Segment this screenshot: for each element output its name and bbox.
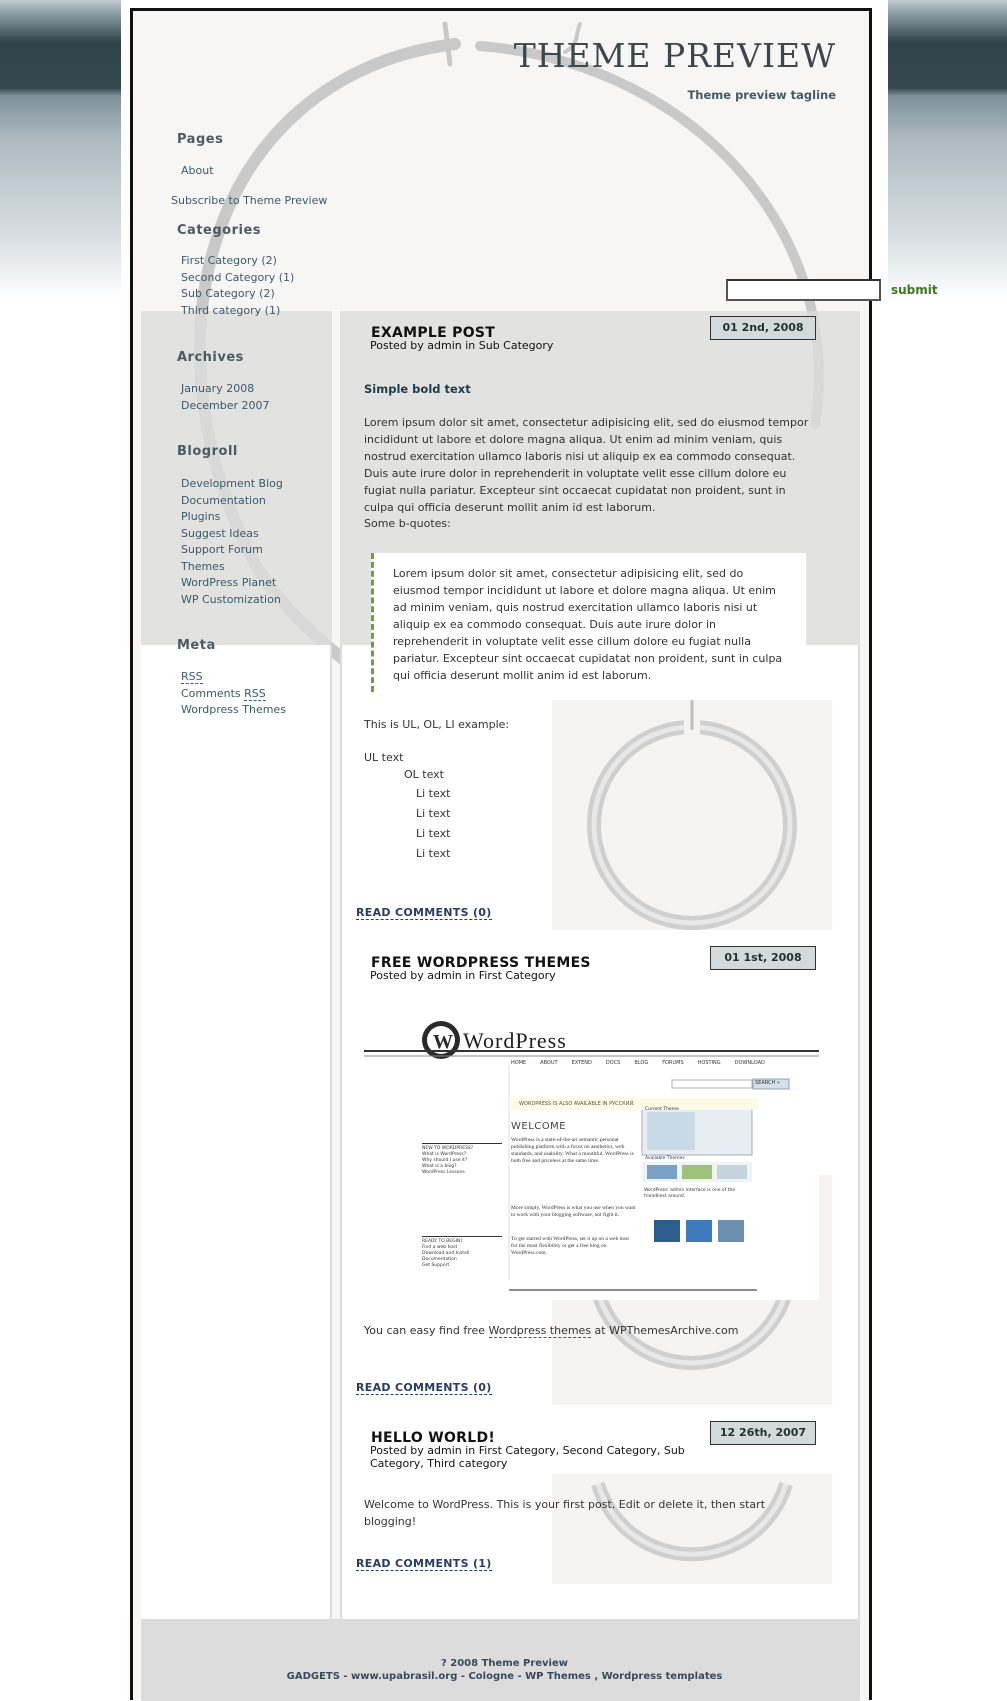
page-link-about[interactable]: About xyxy=(181,164,214,177)
blogroll-widget-title: Blogroll xyxy=(177,444,238,459)
list-intro: This is UL, OL, LI example: xyxy=(364,718,510,731)
wp-nav-item: FORUMS xyxy=(662,1060,684,1066)
wp-welcome-text-3: To get started with WordPress, set it up on a web host for the most flexibility or get a free blog on WordPress.com. xyxy=(511,1236,629,1256)
blogroll-link[interactable]: Support Forum xyxy=(181,543,263,556)
left-background-band xyxy=(0,0,125,300)
wp-ready-to-begin xyxy=(422,1236,502,1269)
wp-new-link: WordPress Lessons xyxy=(422,1170,465,1175)
post-date-badge: 01 2nd, 2008 xyxy=(710,316,816,340)
archives-list xyxy=(181,381,270,414)
wp-new-title: NEW TO WORDPRESS? xyxy=(422,1146,474,1151)
wp-new-link: What is a blog? xyxy=(422,1164,457,1169)
wp-nav-item: HOME xyxy=(511,1060,527,1066)
li-item: Li text xyxy=(416,847,451,860)
wp-welcome-text-1: WordPress is a state-of-the-art semantic personal publishing platform with a focus on aesthetics, web standards, and usability. What a mouthful. WordPress is both free and priceless at the same time. xyxy=(511,1137,634,1164)
wp-nav-item: ABOUT xyxy=(540,1060,558,1066)
wp-welcome-heading: WELCOME xyxy=(511,1121,567,1132)
read-comments-link[interactable]: READ COMMENTS (0) xyxy=(356,906,492,919)
post-date-badge: 01 1st, 2008 xyxy=(710,946,816,970)
wordpress-themes-link[interactable]: Wordpress themes xyxy=(488,1324,592,1337)
wp-nav-item: HOSTING xyxy=(697,1060,721,1066)
subscribe-link[interactable]: Subscribe to Theme Preview xyxy=(171,194,328,207)
read-comments-link[interactable]: READ COMMENTS (1) xyxy=(356,1557,492,1570)
wp-notice: WORDPRESS IS ALSO AVAILABLE IN РУССКИЙ. xyxy=(519,1101,635,1107)
wp-search-button: SEARCH » xyxy=(755,1080,780,1086)
category-link[interactable]: Second Category (1) xyxy=(181,270,295,284)
blockquote: Lorem ipsum dolor sit amet, consectetur adipisicing elit, sed do eiusmod tempor incididunt ut labore et dolore magna aliqua. Ut enim ad minim veniam, quis nostrud exercitation ullamco laboris nisi ut aliquip ex ea commodo consequat. Duis aute irure dolor in reprehenderit in voluptate velit esse cillum dolore eu fugiat nulla pariatur. Excepteur sint occaecat cupidatat non proident, sunt in culpa qui officia deserunt mollit anim id est laborum. xyxy=(371,553,806,692)
post-title[interactable]: EXAMPLE POST xyxy=(371,325,496,341)
site-title[interactable]: THEME PREVIEW xyxy=(513,36,836,75)
meta-list xyxy=(181,669,286,719)
li-item: Li text xyxy=(416,787,451,800)
categories-list xyxy=(181,253,294,319)
site-tagline: Theme preview tagline xyxy=(687,88,836,102)
right-background-band xyxy=(882,0,1007,300)
meta-comments-rss-link[interactable]: Comments RSS xyxy=(181,686,266,700)
blogroll-link[interactable]: Themes xyxy=(181,559,225,573)
bquote-intro: Some b-quotes: xyxy=(364,517,451,530)
category-link[interactable]: Sub Category (2) xyxy=(181,287,275,300)
pages-widget-title: Pages xyxy=(177,132,224,147)
meta-wordpress-themes-link[interactable]: Wordpress Themes xyxy=(181,703,286,716)
svg-text:W: W xyxy=(433,1031,453,1053)
blogroll-link[interactable]: WordPress Planet xyxy=(181,576,277,589)
wp-ready-link: Download and Install xyxy=(422,1251,470,1256)
post-date-badge: 12 26th, 2007 xyxy=(710,1421,816,1445)
footer-copyright: ? 2008 Theme Preview xyxy=(440,1658,568,1669)
wp-ready-link: Documentation xyxy=(422,1257,457,1262)
post-bold-text: Simple bold text xyxy=(364,382,471,396)
wordpress-screenshot-image xyxy=(364,1010,819,1300)
wp-nav-item: DOCS xyxy=(605,1060,621,1066)
search-input[interactable] xyxy=(726,279,881,301)
pages-list xyxy=(181,163,214,180)
archives-widget-title: Archives xyxy=(177,350,244,365)
post-text: You can easy find free Wordpress themes at WPThemesArchive.com xyxy=(364,1324,739,1337)
wp-ready-link: Get Support xyxy=(422,1263,450,1268)
ol-text: OL text xyxy=(404,768,444,781)
blogroll-list xyxy=(181,476,283,608)
category-link[interactable]: Third category (1) xyxy=(181,303,281,317)
wp-nav-item: BLOG xyxy=(634,1060,649,1066)
sidebar-panel-lower xyxy=(141,645,332,1619)
page-container xyxy=(121,0,938,1701)
post-title[interactable]: HELLO WORLD! xyxy=(371,1430,496,1446)
post-meta: Posted by admin in Sub Category xyxy=(370,339,554,352)
wp-available-themes: Available Themes xyxy=(645,1156,685,1161)
wp-welcome-text-2: More simply, WordPress is what you use when you want to work with your blogging software, not fight it. xyxy=(511,1205,636,1218)
archive-link[interactable]: December 2007 xyxy=(181,398,270,412)
category-link[interactable]: First Category (2) xyxy=(181,254,277,267)
post-paragraph: Lorem ipsum dolor sit amet, consectetur adipisicing elit, sed do eiusmod tempor incididunt ut labore et dolore magna aliqua. Ut enim ad minim veniam, quis nostrud exercitation ullamco laboris nisi ut aliquip ex ea commodo consequat. Duis aute irure dolor in reprehenderit in voluptate velit esse cillum dolore eu fugiat nulla pariatur. Excepteur sint occaecat cupidatat non proident, sunt in culpa qui officia deserunt mollit anim id est laborum. xyxy=(364,416,809,514)
li-item: Li text xyxy=(416,827,451,840)
wp-ready-title: READY TO BEGIN? xyxy=(422,1239,463,1244)
footer-links[interactable]: GADGETS - www.upabrasil.org - Cologne - WP Themes , Wordpress templates xyxy=(286,1671,723,1682)
meta-widget-title: Meta xyxy=(177,638,216,653)
categories-widget-title: Categories xyxy=(177,223,262,238)
wp-new-to-wordpress xyxy=(422,1143,502,1176)
blogroll-link[interactable]: Documentation xyxy=(181,493,266,507)
blogroll-link[interactable]: Development Blog xyxy=(181,477,283,490)
wp-new-link: Why should I use it? xyxy=(422,1158,468,1163)
read-comments-link[interactable]: READ COMMENTS (0) xyxy=(356,1381,492,1394)
post-meta: Posted by admin in First Category, Second Category, Sub Category, Third category xyxy=(370,1444,685,1470)
blogroll-link[interactable]: Plugins xyxy=(181,510,221,523)
wp-new-link: What is WordPress? xyxy=(422,1152,467,1157)
wp-nav-item: EXTEND xyxy=(571,1060,592,1066)
post-text: Welcome to WordPress. This is your first post. Edit or delete it, then start blogging! xyxy=(364,1498,766,1528)
wp-nav xyxy=(511,1060,765,1066)
wp-logo-text: WordPress xyxy=(463,1028,567,1053)
meta-rss-link[interactable]: RSS xyxy=(181,670,203,683)
archive-link[interactable]: January 2008 xyxy=(181,382,255,395)
li-item: Li text xyxy=(416,807,451,820)
wp-nav-item: DOWNLOAD xyxy=(734,1060,765,1066)
wp-current-theme: Current Theme xyxy=(645,1107,679,1112)
search-submit-button[interactable]: submit xyxy=(891,283,938,297)
wp-ready-link: Find a web host xyxy=(422,1245,458,1250)
blogroll-link[interactable]: WP Customization xyxy=(181,592,281,606)
blogroll-link[interactable]: Suggest Ideas xyxy=(181,526,259,540)
wp-admin-caption: WordPress' admin interface is one of the friendliest around. xyxy=(644,1188,736,1199)
post-meta: Posted by admin in First Category xyxy=(370,969,556,982)
post-title[interactable]: FREE WORDPRESS THEMES xyxy=(371,955,591,971)
ul-text: UL text xyxy=(364,751,404,764)
